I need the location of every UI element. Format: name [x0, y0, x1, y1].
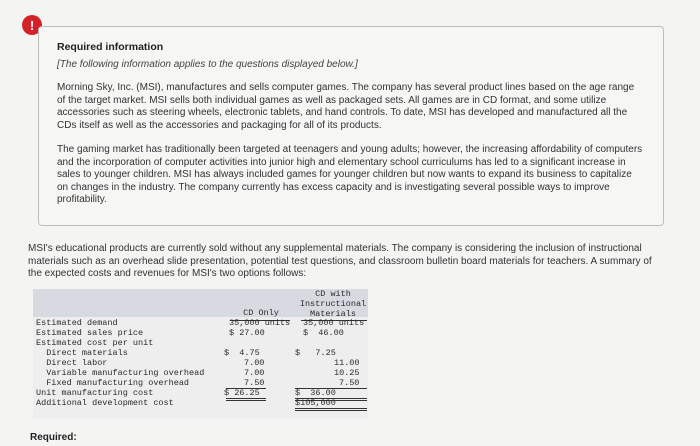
paragraph-market: The gaming market has traditionally been targeted at teenagers and young adults; however, the increasing affordability of computers and the incorporation of computer activities into junior high and elementary school curriculums has led to a significant increase in sales to younger children. MSI has always included games for younger children but now wants to expand its business to capitalize on changes in the industry. The company currently has excess capacity and is investigating several possible ways to improve profitability. [57, 144, 643, 205]
cell-cd-with-materials: $ 7.25 [295, 348, 336, 358]
cell-cd-with-materials: $ 46.00 [303, 328, 344, 338]
panel-subtitle: [The following information applies to the questions displayed below.] [57, 59, 358, 70]
panel-title: Required information [57, 41, 164, 53]
cell-cd-with-materials: 7.50 [339, 378, 360, 388]
cell-cd-only: 35,000 units [229, 318, 291, 328]
cell-cd-only: $ 27.00 [229, 328, 265, 338]
col-header-cd-with: CD with [315, 289, 351, 299]
cell-cd-with-materials: $105,000 [295, 398, 336, 408]
row-label: Variable manufacturing overhead [36, 368, 205, 378]
development-cost-rule [295, 408, 367, 411]
cell-cd-with-materials: 11.00 [334, 358, 360, 368]
col-header-instructional: Instructional [299, 299, 367, 309]
required-information-panel [38, 26, 664, 226]
cell-cd-only: 7.00 [244, 358, 265, 368]
cell-cd-only: $ 4.75 [224, 348, 260, 358]
row-label: Estimated sales price [36, 328, 144, 338]
total-rule-col1 [226, 398, 266, 401]
cell-cd-with-materials: 10.25 [334, 368, 360, 378]
row-label: Fixed manufacturing overhead [36, 378, 190, 388]
paragraph-company: Morning Sky, Inc. (MSI), manufactures and sells computer games. The company has several product lines based on the age range of the target market. MSI sells both individual games as well as packaged sets. All games are in CD format, and some utilize accessories such as steering wheels, electronic tablets, and hand controls. To date, MSI has developed and manufactured all the CDs itself as well as the accessories and packaging for all of its products. [57, 82, 635, 131]
cell-cd-only: 7.50 [244, 378, 265, 388]
exclamation-icon: ! [22, 15, 42, 35]
row-label: Estimated demand [36, 318, 118, 328]
cell-cd-only: 7.00 [244, 368, 265, 378]
col-header-materials: Materials [310, 309, 356, 319]
intro-paragraph: MSI's educational products are currently sold without any supplemental materials. The company is considering the inclusion of instructional materials such as an overhead slide presentation, potential test questions, and classroom bulletin board materials for teachers. A summary of the expected costs and revenues for MSI's two options follows: [28, 243, 652, 279]
total-rule-col2 [295, 398, 367, 401]
subtotal-rule-col1 [226, 388, 266, 389]
row-label: Unit manufacturing cost [36, 388, 154, 398]
row-label: Direct labor [36, 358, 108, 368]
row-label: Direct materials [36, 348, 128, 358]
cell-cd-with-materials: $ 36.00 [295, 388, 336, 398]
required-label: Required: [30, 432, 77, 443]
row-label: Additional development cost [36, 398, 174, 408]
subtotal-rule-col2 [295, 388, 367, 389]
col-header-cd-only: CD Only [243, 308, 279, 318]
row-label: Estimated cost per unit [36, 338, 154, 348]
cell-cd-with-materials: 35,000 units [303, 318, 365, 328]
cell-cd-only: $ 26.25 [224, 388, 260, 398]
cost-summary-table [33, 289, 373, 419]
